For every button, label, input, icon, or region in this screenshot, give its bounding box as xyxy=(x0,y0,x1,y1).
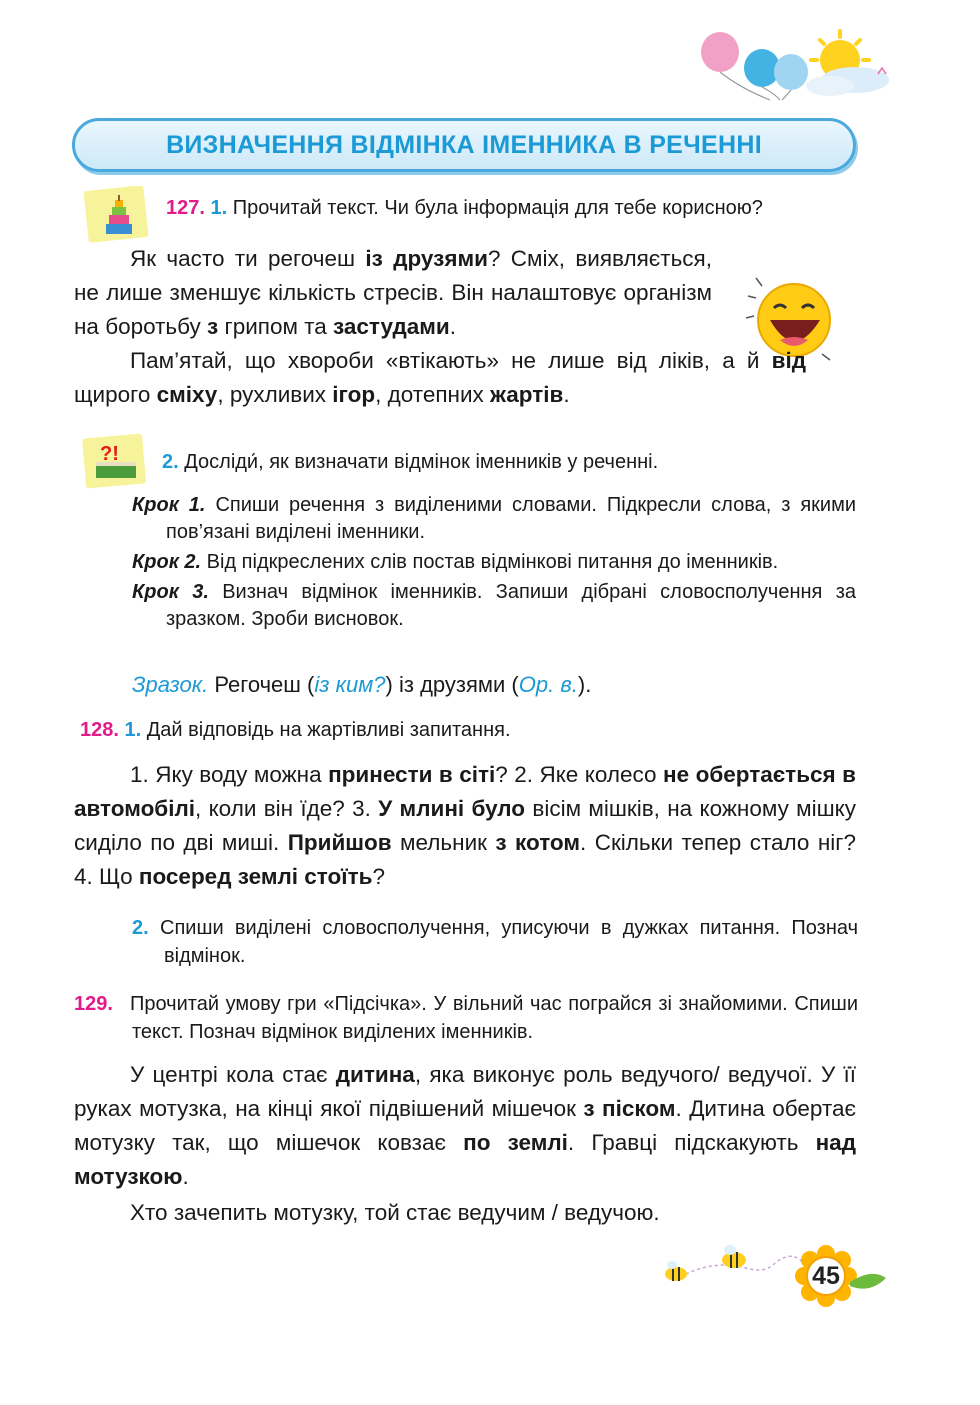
subtask-number: 2. xyxy=(162,451,179,473)
subtask-number: 2. xyxy=(132,917,149,939)
bee-icon xyxy=(665,1261,687,1281)
highlighted-word: принести в сіті xyxy=(328,762,496,787)
text-fragment: Регочеш ( xyxy=(214,672,315,697)
text-fragment: грипом та xyxy=(218,314,334,339)
task-text: Досліди́, як визначати відмінок іменників у реченні. xyxy=(184,451,659,473)
step-text: Визнач відмінок іменників. Запиши дібрані словосполучення за зразком. Зроби висновок. xyxy=(166,581,856,630)
task-127-1 xyxy=(166,194,866,222)
step-item xyxy=(132,492,856,546)
highlighted-word: жартів xyxy=(490,382,564,407)
riddles-text-128 xyxy=(74,758,856,894)
text-fragment: У центрі кола стає xyxy=(130,1062,336,1087)
highlighted-word: по землі xyxy=(463,1130,568,1155)
sample-line xyxy=(132,670,591,700)
text-fragment: . Скільки тепер стало ніг? 4. Що xyxy=(74,830,856,889)
question-book-icon xyxy=(82,432,152,492)
text-fragment: , рухливих xyxy=(217,382,333,407)
highlighted-word: з xyxy=(207,314,219,339)
bees-decoration xyxy=(656,1238,892,1308)
balloons-sun-decoration xyxy=(690,28,900,118)
case-abbreviation: Ор. в. xyxy=(518,672,578,697)
text-fragment: . Дитина обертає мотузку так, що мішечок ковзає xyxy=(74,1096,856,1155)
highlighted-word: з піском xyxy=(583,1096,676,1121)
text-fragment: ). xyxy=(577,672,592,697)
subtask-number: 1. xyxy=(124,719,142,741)
task-text: Дай відповідь на жартівливі запитання. xyxy=(146,719,511,741)
exercise-number: 127. xyxy=(166,197,205,219)
case-question: із ким? xyxy=(314,672,386,697)
task-128-1 xyxy=(80,716,860,744)
page-number: 45 xyxy=(812,1262,840,1290)
step-text: Від підкреслених слів постав відмінкові питання до іменників. xyxy=(206,551,779,573)
highlighted-word: застудами xyxy=(333,314,450,339)
exercise-number: 129. xyxy=(74,993,113,1015)
task-text: Прочитай умову гри «Підсічка». У вільний час пограйся зі знайомими. Спиши текст. Познач відмінок виділених іменників. xyxy=(130,993,858,1043)
highlighted-word: Прийшов xyxy=(287,830,392,855)
step-label: Крок 1. xyxy=(132,494,206,516)
svg-text:?!: ?! xyxy=(100,443,119,465)
task-text: Прочитай текст. Чи була інформація для тебе корисною? xyxy=(232,197,763,219)
highlighted-word: ігор xyxy=(332,382,376,407)
text-fragment: щирого xyxy=(74,382,157,407)
highlighted-word: над мотузкою xyxy=(74,1130,856,1189)
text-fragment: вісім мішків, на кожному мішку сиділо по дві миші. xyxy=(74,796,856,855)
text-fragment: , дотепних xyxy=(375,382,491,407)
step-label: Крок 2. xyxy=(132,551,202,573)
text-fragment: , яка виконує роль ведучого/ ведучої. У її руках мотузка, на кінці якої підвішений мішечок xyxy=(74,1062,856,1121)
highlighted-word: не обертається в автомобілі xyxy=(74,762,856,821)
task-127-2 xyxy=(162,448,862,476)
text-fragment: ? Сміх, виявляється, не лише зменшує кількість стресів. Він налаштовує організм на боротьбу xyxy=(74,246,712,339)
sample-label: Зразок. xyxy=(132,672,209,697)
game-text-129 xyxy=(74,1058,856,1230)
highlighted-word: посеред землі стоїть xyxy=(138,864,373,889)
section-title: ВИЗНАЧЕННЯ ВІДМІНКА ІМЕННИКА В РЕЧЕННІ xyxy=(166,130,762,159)
text-fragment: , коли він їде? 3. xyxy=(195,796,379,821)
text-fragment: Як часто ти регочеш xyxy=(130,246,366,271)
task-128-2 xyxy=(132,914,858,970)
text-fragment: ) із друзями ( xyxy=(385,672,519,697)
reading-text-127-part1 xyxy=(74,242,712,344)
step-label: Крок 3. xyxy=(132,581,209,603)
step-text: Спиши речення з виділеними словами. Підкресли слова, з якими пов’язані виділені іменники. xyxy=(166,494,856,543)
subtask-number: 1. xyxy=(210,197,228,219)
text-fragment: ? xyxy=(372,864,385,889)
highlighted-word: від xyxy=(771,348,806,373)
highlighted-word: з котом xyxy=(495,830,581,855)
text-fragment: . Гравці підскакують xyxy=(567,1130,816,1155)
pyramid-toy-icon xyxy=(84,186,152,244)
step-item xyxy=(132,549,856,576)
text-fragment: . xyxy=(563,382,570,407)
text-fragment: ? 2. Яке колесо xyxy=(495,762,664,787)
steps-list xyxy=(132,492,856,636)
text-fragment: . xyxy=(182,1164,189,1189)
light-blue-balloon-icon xyxy=(774,54,808,90)
highlighted-word: дитина xyxy=(335,1062,415,1087)
highlighted-word: сміху xyxy=(156,382,218,407)
step-item xyxy=(132,579,856,633)
text-fragment: 1. Яку воду можна xyxy=(130,762,329,787)
text-fragment: . xyxy=(449,314,456,339)
section-title-bar xyxy=(72,118,856,172)
highlighted-word: із друзями xyxy=(365,246,488,271)
exercise-number: 128. xyxy=(80,719,119,741)
text-fragment: Пам’ятай, що хвороби «втікають» не лише від ліків, а й xyxy=(130,348,772,373)
task-129 xyxy=(74,990,858,1046)
text-fragment: мельник xyxy=(391,830,496,855)
reading-text-127-part2 xyxy=(74,344,806,412)
bee-icon xyxy=(722,1245,746,1268)
highlighted-word: У млині було xyxy=(378,796,526,821)
text-paragraph: Хто зачепить мотузку, той стає ведучим / ведучою. xyxy=(130,1200,660,1225)
task-text: Спиши виділені словосполучення, уписуючи в дужках питання. Познач відмінок. xyxy=(160,917,858,967)
pink-balloon-icon xyxy=(701,32,739,72)
